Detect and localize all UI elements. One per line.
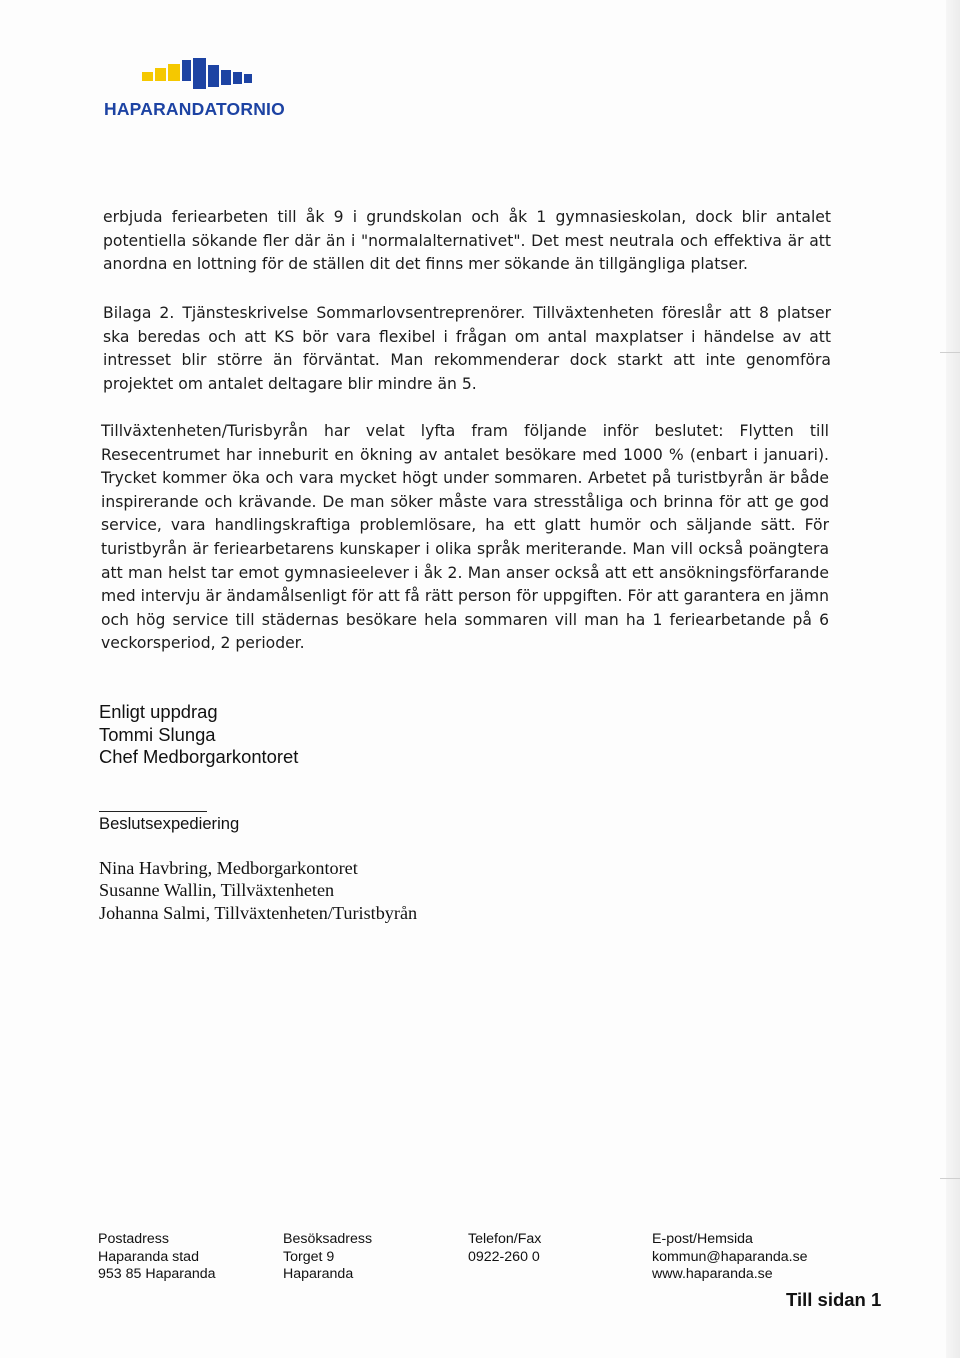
body-paragraph: Bilaga 2. Tjänsteskrivelse Sommarlovsentreprenörer. Tillväxtenheten föreslår att 8 platser ska beredas och att KS bör vara flexibel i frågan om antal maxplatser i händelse av att intresset blir större än förväntat. Man rekommenderar dock starkt att inte genomföra projektet om antalet deltagare blir mindre än 5. — [103, 304, 831, 393]
page-reference: Till sidan 1 — [786, 1289, 882, 1310]
logo-bars-icon — [142, 58, 272, 96]
scan-edge-mark — [940, 1178, 960, 1179]
footer-line: Torget 9 — [283, 1248, 335, 1265]
signatory-title: Chef Medborgarkontoret — [99, 746, 299, 767]
footer-website: www.haparanda.se — [652, 1266, 773, 1283]
footer-email-web — [652, 1231, 808, 1284]
divider-line — [99, 811, 207, 812]
body-paragraph: Tillväxtenheten/Turisbyrån har velat lyfta fram följande inför beslutet: Flytten till Resecentrumet har inneburit en ökning av antalet besökare med 1000 % (enbart i januari). Trycket kommer öka och vara mycket högt under sommaren. Arbetet på turistbyrån är både inspirerande och krävande. De man söker måste vara stresståliga och brinna för att ge god service, vara handlingskraftiga problemlösare, ha ett glatt humör och säljande sätt. För turistbyrån är feriearbetarens kunskaper i olika språk meriterande. Man vill också poängtera att man helst tar emot gymnasieelever i åk 2. Man anser också att ett ansökningsförfarande med intervju är ändamålsenligt för att få rätt person för uppgiften. För att garantera en jämn och hög service till städernas besökare hela sommaren vill man ha 1 feriearbetande på 6 veckorsperiod, 2 perioder. — [101, 422, 829, 653]
footer-postal-address — [98, 1231, 216, 1284]
recipient: Nina Havbring, Medborgarkontoret — [99, 858, 358, 878]
footer-line: Haparanda stad — [98, 1248, 199, 1265]
page-footer — [0, 1231, 960, 1291]
logo-text: HAPARANDATORNIO — [104, 99, 285, 119]
footer-heading: Postadress — [98, 1231, 169, 1247]
footer-phone — [468, 1231, 541, 1266]
signature-block — [99, 701, 298, 769]
footer-heading: E-post/Hemsida — [652, 1231, 753, 1247]
body-paragraph: erbjuda feriearbeten till åk 9 i grundskolan och åk 1 gymnasieskolan, dock blir antalet potentiella sökande fler där än i "normalalternativet". Det mest neutrala och effektiva är att anordna en lottning för de ställen dit det finns mer sökande än tillgängliga platser. — [103, 208, 831, 274]
scan-edge-mark — [940, 352, 960, 353]
scan-edge — [946, 0, 960, 1358]
distribution-heading: Beslutsexpediering — [99, 814, 240, 833]
distribution-list — [99, 857, 417, 924]
footer-email: kommun@haparanda.se — [652, 1248, 808, 1265]
footer-heading: Telefon/Fax — [468, 1231, 542, 1247]
haparandatornio-logo — [104, 58, 324, 128]
footer-visiting-address — [283, 1231, 372, 1284]
recipient: Susanne Wallin, Tillväxtenheten — [99, 880, 335, 901]
footer-line: 0922-260 0 — [468, 1248, 540, 1265]
footer-heading: Besöksadress — [283, 1231, 373, 1247]
recipient: Johanna Salmi, Tillväxtenheten/Turistbyrån — [99, 902, 418, 923]
footer-line: 953 85 Haparanda — [98, 1266, 216, 1283]
signature-authority: Enligt uppdrag — [99, 701, 218, 722]
signatory-name: Tommi Slunga — [99, 723, 216, 745]
footer-line: Haparanda — [283, 1266, 354, 1283]
